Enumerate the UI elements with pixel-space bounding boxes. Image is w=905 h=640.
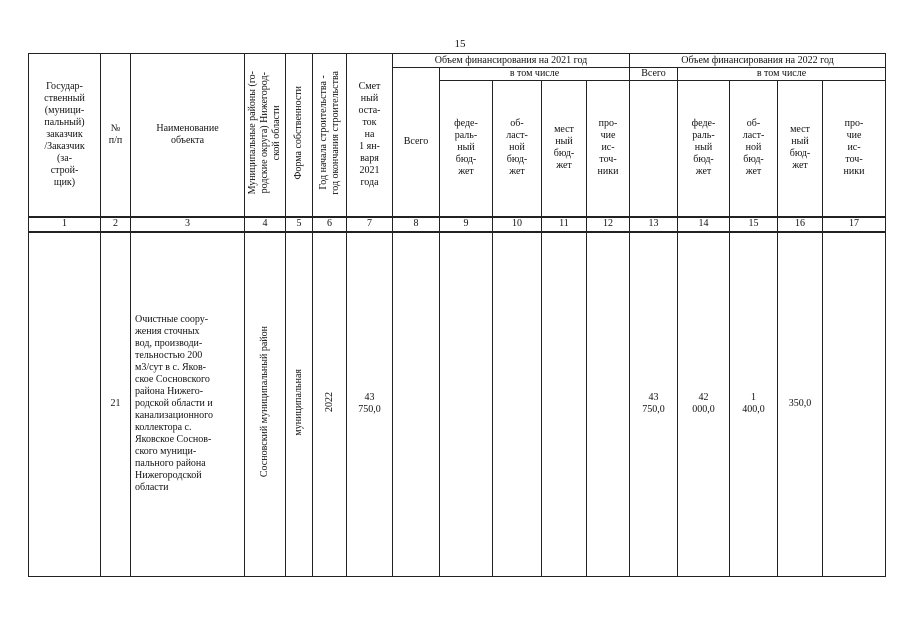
cell-balance: 43 750,0 — [347, 232, 393, 577]
header-districts: Муниципальные районы (го- родские округа) Нижегород- ской области — [245, 54, 286, 217]
column-number: 2 — [101, 217, 131, 232]
cell-years: 2022 — [313, 232, 347, 577]
column-number: 8 — [393, 217, 440, 232]
cell-regional-2022: 1 400,0 — [730, 232, 778, 577]
cell-local-2022: 350,0 — [778, 232, 823, 577]
cell-customer — [29, 232, 101, 577]
column-number: 3 — [131, 217, 245, 232]
header-balance: Смет ный оста- ток на 1 ян- варя 2021 года — [347, 54, 393, 217]
financing-table — [28, 53, 886, 577]
cell-regional-2021 — [493, 232, 542, 577]
cell-total-2021 — [393, 232, 440, 577]
column-number: 14 — [678, 217, 730, 232]
header-number: № п/п — [101, 54, 131, 217]
column-number: 7 — [347, 217, 393, 232]
cell-federal-2021 — [440, 232, 493, 577]
header-local-2022: мест ный бюд- жет — [778, 81, 823, 217]
column-number: 16 — [778, 217, 823, 232]
header-local-2021: мест ный бюд- жет — [542, 81, 587, 217]
page-number: 15 — [454, 38, 466, 50]
header-fin-2022: Объем финансирования на 2022 год — [630, 54, 886, 68]
column-number: 9 — [440, 217, 493, 232]
column-number: 1 — [29, 217, 101, 232]
column-number: 10 — [493, 217, 542, 232]
header-total-2021: Всего — [393, 68, 440, 217]
header-federal-2021: феде- раль- ный бюд- жет — [440, 81, 493, 217]
table-row — [29, 232, 886, 577]
header-federal-2022: феде- раль- ный бюд- жет — [678, 81, 730, 217]
cell-district: Сосновский муниципальный район — [245, 232, 286, 577]
header-other-2021: про- чие ис- точ- ники — [587, 81, 630, 217]
column-number: 13 — [630, 217, 678, 232]
column-number: 4 — [245, 217, 286, 232]
header-total-2022-cont — [630, 81, 678, 217]
header-ownership: Форма собственности — [286, 54, 313, 217]
header-fin-2021: Объем финансирования на 2021 год — [393, 54, 630, 68]
header-other-2022: про- чие ис- точ- ники — [823, 81, 886, 217]
header-customer: Государ- ственный (муници- пальный) заказчик /Заказчик (за- строй- щик) — [29, 54, 101, 217]
header-object-name: Наименование объекта — [131, 54, 245, 217]
column-number: 11 — [542, 217, 587, 232]
cell-other-2022 — [823, 232, 886, 577]
header-total-2022: Всего — [630, 68, 678, 81]
cell-local-2021 — [542, 232, 587, 577]
column-number: 12 — [587, 217, 630, 232]
column-number: 6 — [313, 217, 347, 232]
cell-number: 21 — [101, 232, 131, 577]
column-number: 5 — [286, 217, 313, 232]
column-number: 15 — [730, 217, 778, 232]
cell-other-2021 — [587, 232, 630, 577]
header-years: Год начала строительства - год окончания строительства — [313, 54, 347, 217]
column-number: 17 — [823, 217, 886, 232]
header-regional-2021: об- ласт- ной бюд- жет — [493, 81, 542, 217]
cell-total-2022: 43 750,0 — [630, 232, 678, 577]
header-including-2022: в том числе — [678, 68, 886, 81]
header-regional-2022: об- ласт- ной бюд- жет — [730, 81, 778, 217]
header-including-2021: в том числе — [440, 68, 630, 81]
cell-ownership: муниципальная — [286, 232, 313, 577]
cell-object-name: Очистные соору- жения сточных вод, производи- тельностью 200 м3/сут в с. Яков- ское Сосновского района Нижего- родской области и канализационного коллектора с. Яковское Соснов- ского муници- пального района Нижегородской области — [131, 232, 245, 577]
cell-federal-2022: 42 000,0 — [678, 232, 730, 577]
